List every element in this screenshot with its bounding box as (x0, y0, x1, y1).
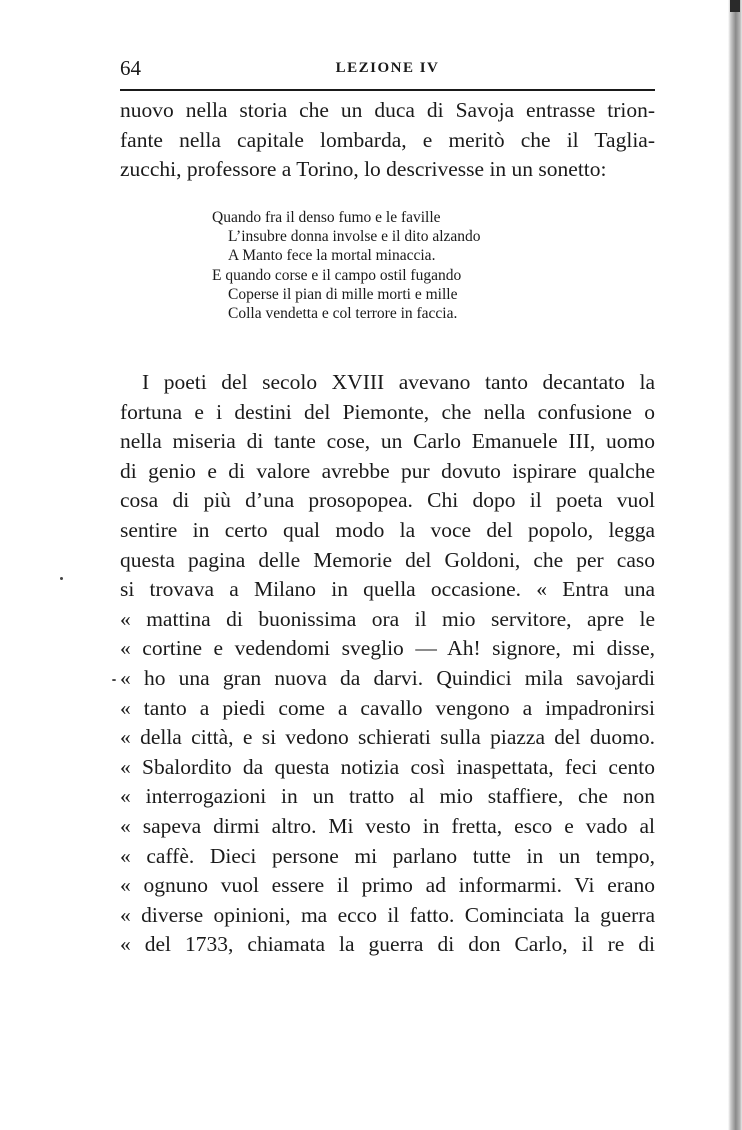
main-paragraph (120, 368, 655, 960)
text-line: « caffè. Dieci persone mi parlano tutte in un tempo, (120, 843, 655, 868)
running-title: LEZIONE IV (335, 60, 440, 76)
binding-top-shadow (730, 0, 740, 12)
text-line: cosa di più d’una prosopopea. Chi dopo il poeta vuol (120, 488, 655, 513)
text-line: zucchi, professore a Torino, lo descrivesse in un sonetto: (120, 157, 607, 182)
page-number: 64 (120, 56, 141, 80)
header-rule (120, 89, 655, 91)
poem-line: L’insubre donna involse e il dito alzando (228, 228, 481, 246)
poem-line: A Manto fece la mortal minaccia. (228, 247, 436, 265)
sonnet-quote (212, 208, 572, 323)
text-line: questa pagina delle Memorie del Goldoni, che per caso (120, 547, 655, 572)
text-line: nella miseria di tante cose, un Carlo Emanuele III, uomo (120, 429, 655, 454)
text-line: I poeti del secolo XVIII avevano tanto decantato la (142, 370, 655, 394)
text-line: di genio e di valore avrebbe pur dovuto ispirare qualche (120, 458, 655, 483)
page-binding-edge (728, 0, 742, 1130)
text-line: « ognuno vuol essere il primo ad informarmi. Vi erano (120, 873, 655, 898)
text-line: « Sbalordito da questa notizia così inaspettata, feci cento (120, 754, 655, 779)
poem-line: Quando fra il denso fumo e le faville (212, 209, 441, 226)
text-line: « mattina di buonissima ora il mio servitore, apre le (120, 606, 655, 631)
text-line: fortuna e i destini del Piemonte, che nella confusione o (120, 399, 655, 424)
poem-line: Colla vendetta e col terrore in faccia. (228, 304, 458, 322)
scan-speck (60, 577, 63, 580)
text-line: si trovava a Milano in quella occasione. « Entra una (120, 577, 655, 602)
intro-text (120, 96, 655, 185)
text-line: « interrogazioni in un tratto al mio staffiere, che non (120, 784, 655, 809)
text-line: nuovo nella storia che un duca di Savoja entrasse trion- (120, 98, 655, 122)
text-line: fante nella capitale lombarda, e meritò che il Taglia- (120, 127, 655, 152)
poem-line: Coperse il pian di mille morti e mille (228, 285, 458, 303)
text-line: « sapeva dirmi altro. Mi vesto in fretta, esco e vado al (120, 813, 655, 838)
text-line: « tanto a piedi come a cavallo vengono a impadronirsi (120, 695, 655, 720)
poem-line: E quando corse e il campo ostil fugando (212, 266, 462, 284)
text-line: « cortine e vedendomi sveglio — Ah! signore, mi disse, (120, 636, 655, 661)
text-line: « ho una gran nuova da darvi. Quindici mila savojardi (120, 665, 655, 690)
text-line: « del 1733, chiamata la guerra di don Carlo, il re di (120, 932, 655, 957)
scan-speck (112, 679, 116, 681)
text-line: « diverse opinioni, ma ecco il fatto. Cominciata la guerra (120, 902, 655, 927)
text-line: « della città, e si vedono schierati sulla piazza del duomo. (120, 725, 655, 750)
text-line: sentire in certo qual modo la voce del popolo, legga (120, 517, 655, 542)
running-head (120, 56, 655, 82)
